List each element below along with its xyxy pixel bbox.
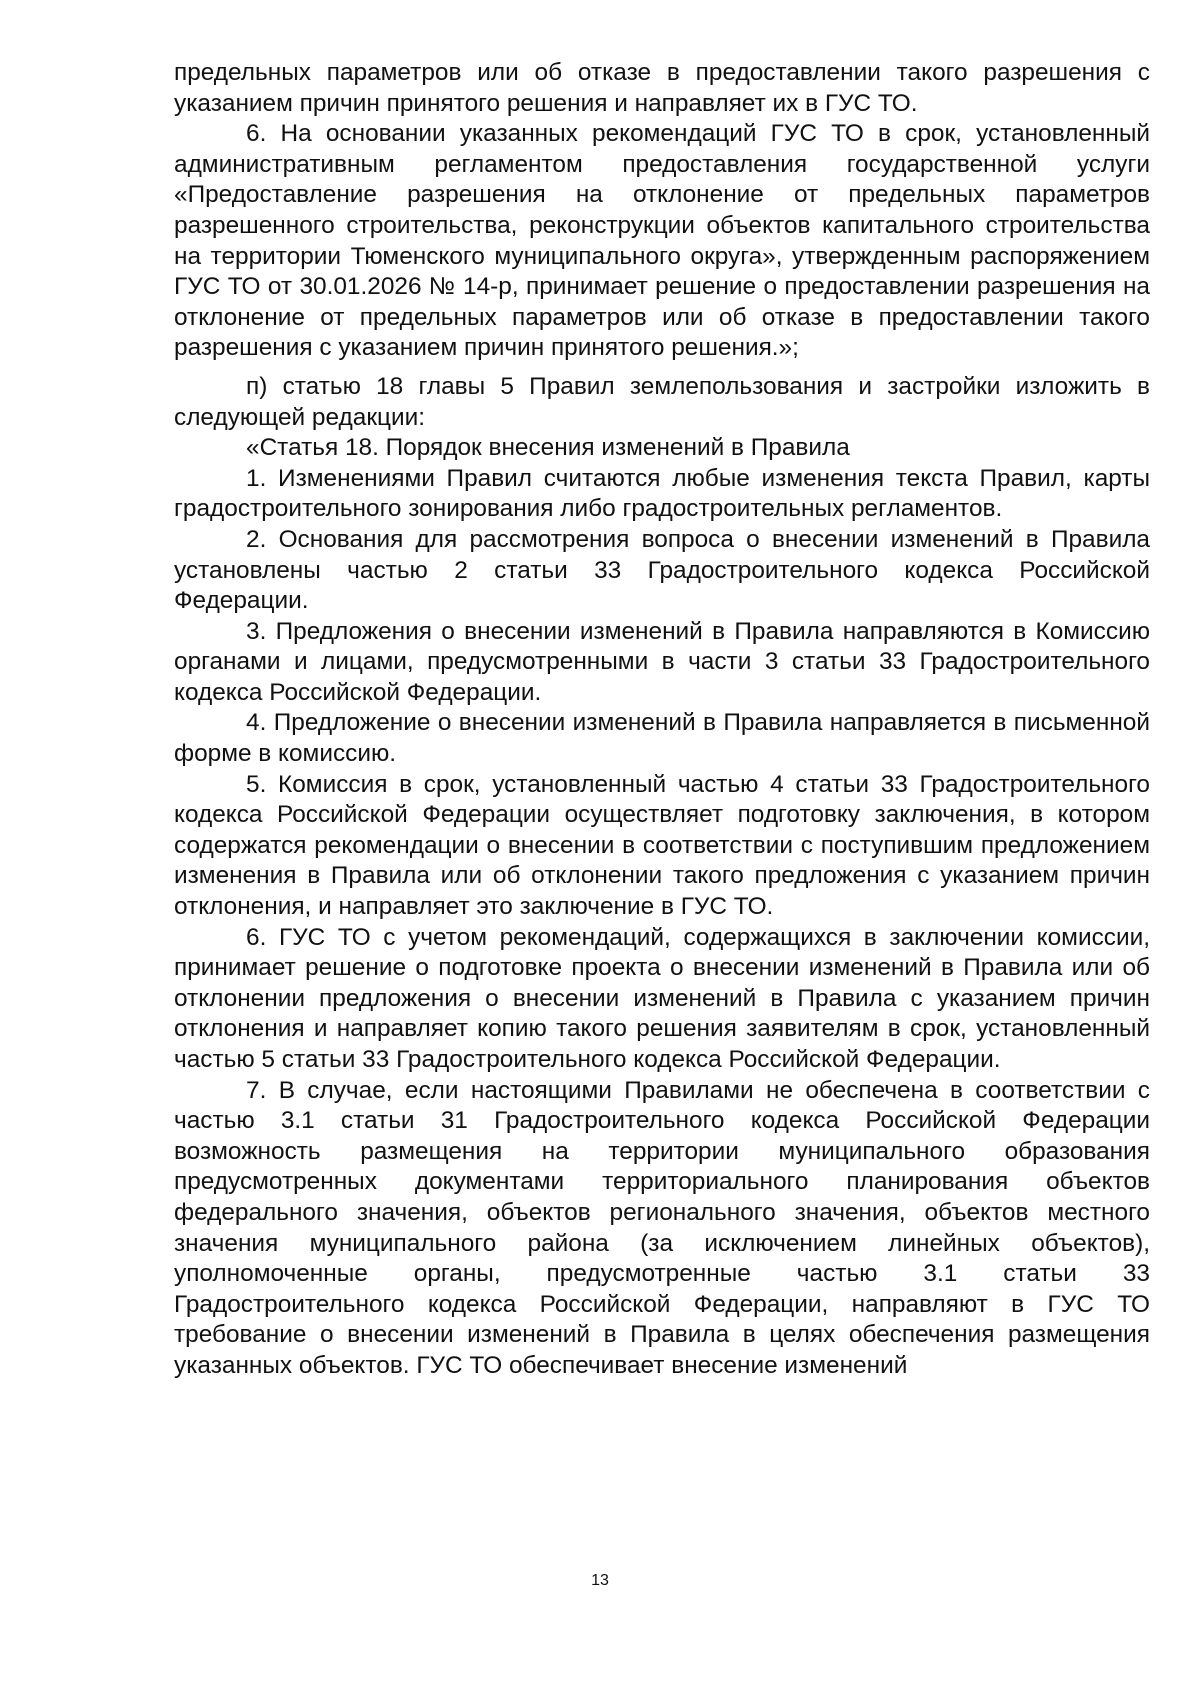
paragraph-item-1: 1. Изменениями Правил считаются любые изменения текста Правил, карты градостроительного зонирования либо градостроительных регламентов. [174, 464, 1150, 523]
paragraph-item-7: 7. В случае, если настоящими Правилами не обеспечена в соответствии с частью 3.1 статьи 31 Градостроительного кодекса Российской Федерации возможность размещения на территории муниципального образования предусмотренных документами территориального планирования объектов федерального значения, объектов регионального значения, объектов местного значения муниципального района (за исключением линейных объектов), уполномоченные органы, предусмотренные частью 3.1 статьи 33 Градостроительного кодекса Российской Федерации, направляют в ГУС ТО требование о внесении изменений в Правила в целях обеспечения размещения указанных объектов. ГУС ТО обеспечивает внесение изменений [174, 1076, 1150, 1379]
paragraph-item-2: 2. Основания для рассмотрения вопроса о внесении изменений в Правила установлены частью 2 статьи 33 Градостроительного кодекса Российской Федерации. [174, 525, 1150, 615]
paragraph-subclause-p: п) статью 18 главы 5 Правил землепользования и застройки изложить в следующей редакции: [174, 372, 1150, 431]
paragraph-item-3: 3. Предложения о внесении изменений в Правила направляются в Комиссию органами и лицами, предусмотренными в части 3 статьи 33 Градостроительного кодекса Российской Федерации. [174, 617, 1150, 706]
document-body [174, 58, 1150, 1382]
paragraph-item-6-recommendations: 6. На основании указанных рекомендаций ГУС ТО в срок, установленный административным регламентом предоставления государственной услуги «Предоставление разрешения на отклонение от предельных параметров разрешенного строительства, реконструкции объектов капитального строительства на территории Тюменского муниципального округа», утвержденным распоряжением ГУС ТО от 30.01.2026 № 14-р, принимает решение о предоставлении разрешения на отклонение от предельных параметров или об отказе в предоставлении такого разрешения с указанием причин принятого решения.»; [174, 120, 1150, 362]
paragraph-continuation: предельных параметров или об отказе в предоставлении такого разрешения с указанием причин принятого решения и направляет их в ГУС ТО. [174, 59, 1150, 117]
paragraph-item-5: 5. Комиссия в срок, установленный частью 4 статьи 33 Градостроительного кодекса Российской Федерации осуществляет подготовку заключения, в котором содержатся рекомендации о внесении в соответствии с поступившим предложением изменения в Правила или об отклонении такого предложения с указанием причин отклонения, и направляет это заключение в ГУС ТО. [174, 770, 1150, 921]
paragraph-item-4: 4. Предложение о внесении изменений в Правила направляется в письменной форме в комиссию. [174, 709, 1150, 768]
page-number: 13 [591, 1572, 609, 1589]
article-18-heading: «Статья 18. Порядок внесения изменений в Правила [246, 434, 850, 462]
paragraph-item-6: 6. ГУС ТО с учетом рекомендаций, содержащихся в заключении комиссии, принимает решение о подготовке проекта о внесении изменений в Правила или об отклонении предложения о внесении изменений в Правила с указанием причин отклонения и направляет копию такого решения заявителям в срок, установленный частью 5 статьи 33 Градостроительного кодекса Российской Федерации. [174, 923, 1150, 1073]
